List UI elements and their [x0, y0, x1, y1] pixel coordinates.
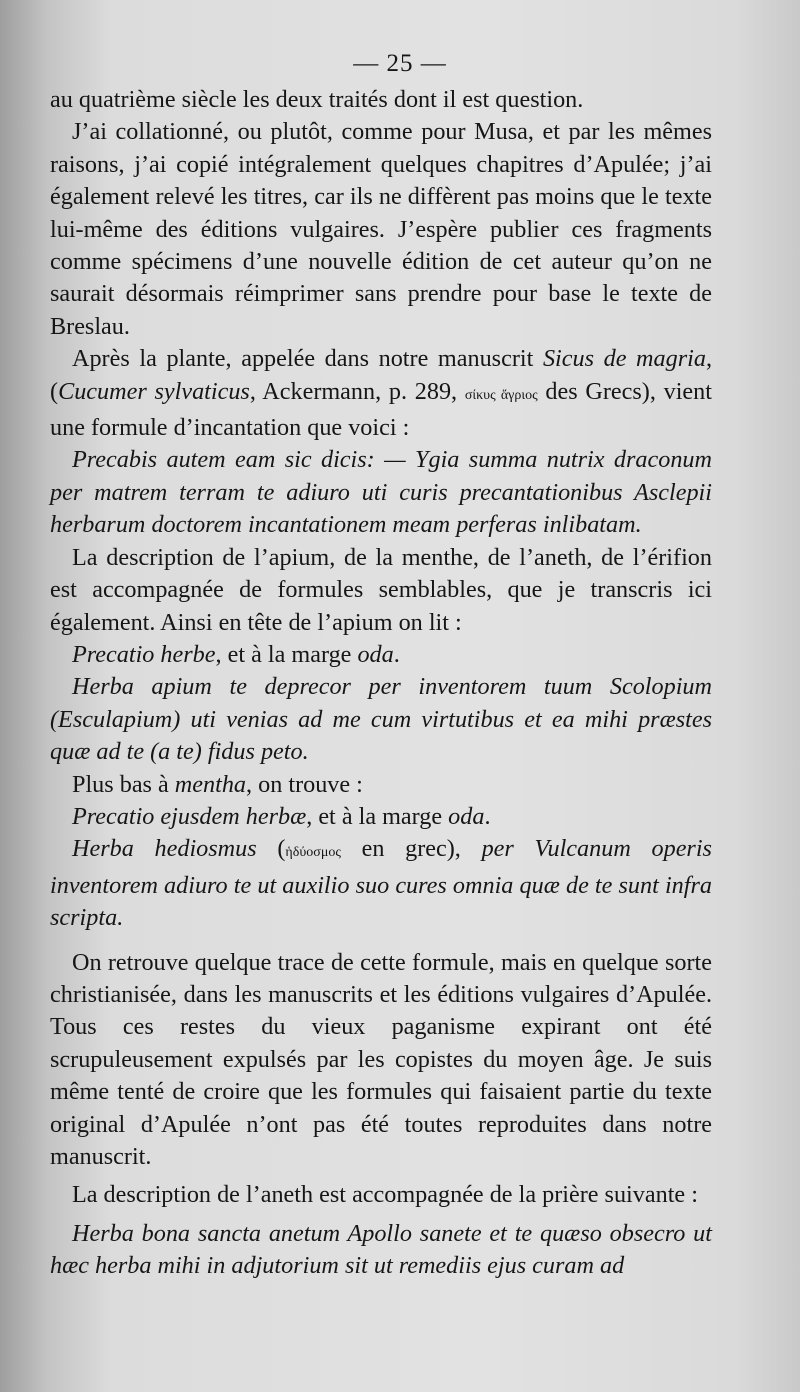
text-segment: Plus bas à — [72, 770, 175, 798]
italic-text: Sicus de magria — [542, 345, 706, 373]
page-number: — 25 — — [353, 50, 447, 77]
text-segment: , et à la marge — [306, 802, 449, 830]
text-segment: La description de l’apium, de la menthe, de l’aneth, de l’érifion est accompagnée de formules semblables, que je transcris ici également. Ainsi en tête de l’apium on lit : — [50, 543, 712, 636]
latin-prayer-aneth — [50, 1218, 712, 1283]
paragraph-christianized — [50, 947, 712, 1174]
italic-text: oda — [448, 802, 485, 830]
precatio-herbe-line — [50, 639, 712, 671]
paragraph-continuation — [50, 84, 712, 116]
paragraph-mentha — [50, 769, 712, 801]
latin-incantation-apium — [50, 671, 712, 768]
latin-incantation-hediosmus — [50, 833, 712, 934]
text-segment: . — [484, 802, 491, 830]
italic-text: Precatio ejusdem herbæ — [72, 802, 307, 830]
latin-incantation-sicus — [50, 444, 712, 541]
text-segment: des Grecs), vient une formule d’incantation que voici : — [50, 377, 712, 442]
italic-text: Cucumer sylvaticus — [58, 377, 250, 405]
text-segment: en grec), — [340, 835, 482, 863]
paragraph-aneth — [50, 1179, 712, 1211]
italic-text: mentha — [174, 770, 247, 798]
paragraph-collation — [50, 116, 712, 343]
text-segment: Après la plante, appelée dans notre manuscrit — [72, 345, 543, 373]
italic-text: Precatio herbe — [72, 640, 216, 668]
italic-text: Precabis autem eam sic dicis: — Ygia summa nutrix draconum per matrem terram te adiuro uti curis precantationibus Asclepii herbarum doctorem incantationem meam perferas inlibatam. — [50, 446, 712, 539]
body-text — [50, 84, 712, 1283]
text-segment: , on trouve : — [246, 770, 363, 798]
paragraph-sicus — [50, 343, 712, 444]
text-segment: J’ai collationné, ou plutôt, comme pour Musa, et par les mêmes raisons, j’ai copié intégralement quelques chapitres d’Apulée; j’ai également relevé les titres, car ils ne diffèrent pas moins que le texte lui-même des éditions vulgaires. J’espère publier ces fragments comme spécimens d’une nouvelle édition de cet auteur qu’on ne saurait désormais réimprimer sans prendre pour base le texte de Breslau. — [50, 118, 712, 340]
paragraph-formulas — [50, 542, 712, 639]
text-segment: ( — [256, 835, 286, 863]
precatio-ejusdem-line — [50, 801, 712, 833]
italic-text: Herba bona sancta anetum Apollo sanete et te quæso obsecro ut hæc herba mihi in adjutorium sit ut remediis ejus curam ad — [50, 1219, 712, 1280]
italic-text: Herba apium te deprecor per inventorem tuum Scolopium (Esculapium) uti venias ad me cum virtutibus et ea mihi præstes quæ ad te (a te) fidus peto. — [50, 673, 712, 766]
italic-text: per Vulcanum operis inventorem adiuro te ut auxilio suo cures omnia quæ de te sunt infra scripta. — [50, 835, 712, 932]
greek-text: ἡδύοσμος — [285, 845, 341, 861]
italic-text: oda — [357, 640, 394, 668]
text-segment: On retrouve quelque trace de cette formule, mais en quelque sorte christianisée, dans les manuscrits et les éditions vulgaires d’Apulée. Tous ces restes du vieux paganisme expirant ont été scrupuleusement expulsés par les copistes du moyen âge. Je suis même tenté de croire que les formules qui faisaient partie du texte original d’Apulée n’ont pas été toutes reproduites dans notre manuscrit. — [50, 948, 712, 1170]
text-segment: , ( — [50, 345, 712, 405]
text-segment: , Ackermann, p. 289, — [249, 377, 465, 405]
greek-text: σίκυς ἄγριος — [464, 387, 538, 403]
text-segment: . — [393, 640, 400, 668]
text-segment: La description de l’aneth est accompagnée de la prière suivante : — [72, 1181, 698, 1209]
text-segment: , et à la marge — [215, 640, 358, 668]
text-segment: au quatrième siècle les deux traités dont il est question. — [50, 86, 584, 113]
italic-text: Herba hediosmus — [72, 835, 257, 863]
